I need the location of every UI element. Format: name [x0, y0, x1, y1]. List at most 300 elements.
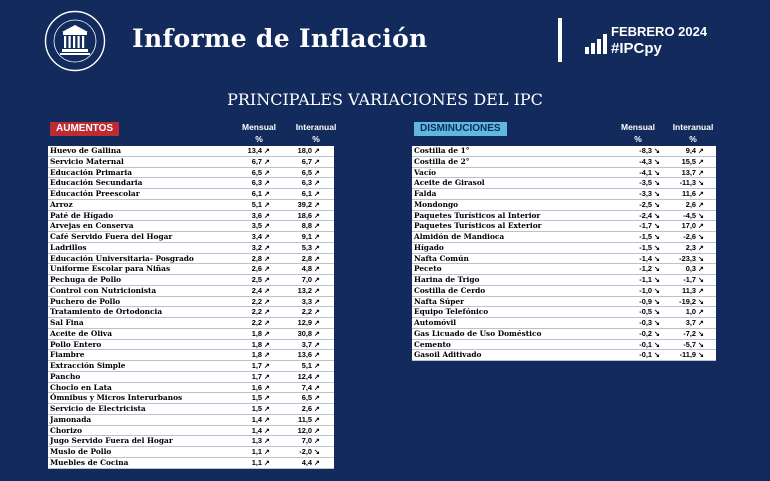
- annual-value-cell: [302, 264, 322, 275]
- annual-value: -2,6: [683, 232, 696, 241]
- arrow-up-icon: ↗: [314, 427, 320, 435]
- annual-value-cell: [682, 286, 706, 297]
- monthly-value: -4,3: [639, 156, 652, 166]
- annual-value-cell: [302, 157, 322, 168]
- arrow-down-icon: ↘: [698, 341, 704, 349]
- table-row: [48, 146, 334, 157]
- arrow-up-icon: ↗: [698, 244, 704, 252]
- arrow-up-icon: ↗: [264, 406, 270, 413]
- section-title: PRINCIPALES VARIACIONES DEL IPC: [227, 90, 543, 109]
- arrow-up-icon: ↗: [314, 148, 320, 155]
- monthly-value: 3,6: [251, 210, 262, 220]
- table-row: [48, 178, 334, 189]
- annual-value-cell: [298, 318, 322, 329]
- monthly-value-cell: [252, 372, 272, 383]
- item-name: Equipo Telefónico: [414, 307, 489, 317]
- item-name: Mondongo: [414, 199, 459, 209]
- annual-value: 15,5: [681, 156, 696, 166]
- item-name: Control con Nutricionista: [50, 285, 157, 295]
- item-name: Huevo de Gallina: [50, 146, 121, 155]
- monthly-value-cell: [639, 178, 662, 189]
- arrow-down-icon: ↘: [654, 191, 660, 198]
- item-name: Nafta Común: [414, 253, 469, 263]
- decreases-monthly-unit: %: [634, 134, 642, 144]
- annual-value: 2,2: [301, 307, 312, 317]
- arrow-down-icon: ↘: [654, 330, 660, 338]
- table-row: [412, 307, 716, 318]
- arrow-up-icon: ↗: [264, 416, 270, 424]
- annual-value: 8,8: [301, 221, 312, 231]
- annual-value: 39,2: [297, 199, 312, 209]
- arrow-up-icon: ↗: [264, 223, 270, 231]
- arrow-up-icon: ↗: [264, 234, 270, 241]
- annual-value-cell: [302, 168, 322, 179]
- annual-value-cell: [302, 436, 322, 447]
- annual-value-cell: [302, 254, 322, 265]
- annual-value-cell: [302, 361, 322, 372]
- monthly-value-cell: [639, 200, 662, 211]
- monthly-value: -1,4: [639, 253, 652, 263]
- monthly-value: 1,1: [251, 447, 262, 456]
- monthly-value-cell: [252, 264, 272, 275]
- item-name: Arvejas en Conserva: [50, 221, 134, 231]
- monthly-value-cell: [252, 275, 272, 286]
- arrow-down-icon: ↘: [314, 449, 320, 456]
- page-title: Informe de Inflación: [132, 24, 428, 53]
- table-row: [48, 286, 334, 297]
- annual-value: -7,2: [683, 328, 696, 338]
- item-name: Café Servido Fuera del Hogar: [50, 232, 173, 241]
- item-name: Hígado: [414, 242, 444, 252]
- increases-monthly-header: [235, 121, 283, 145]
- monthly-value-cell: [639, 168, 662, 179]
- item-name: Nafta Súper: [414, 296, 464, 306]
- monthly-value-cell: [639, 211, 662, 222]
- monthly-value: 6,5: [251, 167, 262, 177]
- arrow-down-icon: ↘: [654, 298, 660, 306]
- table-row: [48, 426, 334, 437]
- item-name: Educación Primaria: [50, 167, 133, 177]
- table-row: [412, 178, 716, 189]
- annual-value-cell: [686, 243, 706, 254]
- monthly-value: -0,5: [639, 307, 652, 317]
- arrow-up-icon: ↗: [314, 212, 320, 220]
- monthly-value: 6,7: [251, 156, 262, 166]
- annual-value: 1,0: [685, 307, 696, 317]
- annual-value-cell: [682, 168, 706, 179]
- item-name: Arroz: [50, 199, 73, 209]
- monthly-value-cell: [252, 221, 272, 232]
- table-row: [48, 254, 334, 265]
- annual-value-cell: [298, 211, 322, 222]
- monthly-value-cell: [639, 189, 662, 200]
- annual-value: 11,3: [682, 285, 696, 295]
- item-name: Fiambre: [50, 350, 85, 360]
- arrow-up-icon: ↗: [314, 330, 320, 338]
- arrow-up-icon: ↗: [264, 373, 270, 381]
- annual-value: 17,0: [681, 221, 696, 231]
- arrow-up-icon: ↗: [698, 148, 704, 155]
- table-row: [48, 221, 334, 232]
- annual-value: -2,0: [299, 447, 312, 456]
- table-row: [48, 436, 334, 447]
- table-row: [48, 168, 334, 179]
- item-name: Gas Licuado de Uso Doméstico: [414, 328, 542, 338]
- decreases-annual-label: Interanual: [672, 122, 714, 132]
- monthly-value: -1,5: [639, 232, 652, 241]
- item-name: Jugo Servido Fuera del Hogar: [50, 436, 173, 446]
- monthly-value: 1,5: [251, 404, 262, 413]
- annual-value-cell: [302, 297, 322, 308]
- annual-value: -1,7: [683, 275, 696, 284]
- table-row: [48, 329, 334, 340]
- monthly-value-cell: [639, 264, 662, 275]
- monthly-value: 1,3: [251, 436, 262, 446]
- monthly-value: -2,4: [639, 210, 652, 220]
- monthly-value: 1,5: [251, 393, 262, 403]
- arrow-up-icon: ↗: [314, 266, 320, 274]
- arrow-up-icon: ↗: [264, 244, 270, 252]
- annual-value-cell: [683, 340, 706, 351]
- annual-value-cell: [302, 404, 322, 415]
- table-row: [48, 372, 334, 383]
- annual-value: 11,6: [682, 189, 696, 198]
- annual-value: 5,1: [301, 361, 312, 370]
- monthly-value-cell: [252, 318, 272, 329]
- monthly-value-cell: [252, 297, 272, 308]
- monthly-value-cell: [252, 211, 272, 222]
- arrow-up-icon: ↗: [314, 384, 320, 392]
- monthly-value-cell: [639, 329, 662, 340]
- monthly-value: 6,3: [251, 178, 262, 188]
- decreases-annual-unit: %: [689, 134, 697, 144]
- arrow-up-icon: ↗: [264, 212, 270, 220]
- item-name: Chorizo: [50, 425, 83, 435]
- arrow-up-icon: ↗: [314, 158, 320, 166]
- table-row: [48, 232, 334, 243]
- arrow-up-icon: ↗: [264, 459, 270, 467]
- arrow-down-icon: ↘: [654, 234, 660, 241]
- report-month: FEBRERO 2024: [611, 24, 708, 39]
- arrow-up-icon: ↗: [698, 191, 704, 198]
- bar-chart-icon: [585, 34, 607, 54]
- table-row: [412, 318, 716, 329]
- arrow-up-icon: ↗: [264, 438, 270, 446]
- annual-value-cell: [298, 200, 322, 211]
- arrow-up-icon: ↗: [314, 363, 320, 370]
- item-name: Servicio de Electricista: [50, 404, 146, 413]
- annual-value-cell: [302, 458, 322, 469]
- annual-value-cell: [298, 426, 322, 437]
- annual-value-cell: [302, 307, 322, 318]
- arrow-down-icon: ↘: [654, 158, 660, 166]
- table-row: [412, 350, 716, 361]
- monthly-value-cell: [639, 286, 662, 297]
- annual-value: 11,5: [298, 414, 312, 424]
- annual-value: 30,8: [297, 328, 312, 338]
- monthly-value-cell: [639, 318, 662, 329]
- item-name: Peceto: [414, 264, 442, 274]
- arrow-down-icon: ↘: [654, 277, 660, 284]
- annual-value: 9,1: [301, 232, 312, 241]
- monthly-value-cell: [252, 404, 272, 415]
- arrow-up-icon: ↗: [264, 298, 270, 306]
- monthly-value-cell: [252, 426, 272, 437]
- arrow-down-icon: ↘: [654, 180, 660, 188]
- annual-value: -23,3: [679, 253, 696, 263]
- monthly-value: 6,1: [251, 189, 262, 198]
- monthly-value: 1,8: [251, 328, 262, 338]
- monthly-value: 1,8: [251, 339, 262, 349]
- bcp-seal-icon: [44, 10, 106, 72]
- item-name: Pechuga de Pollo: [50, 275, 122, 284]
- monthly-value-cell: [252, 340, 272, 351]
- item-name: Jamonada: [50, 414, 92, 424]
- table-row: [412, 329, 716, 340]
- monthly-value: 1,1: [251, 457, 262, 467]
- arrow-up-icon: ↗: [314, 180, 320, 188]
- annual-value-cell: [686, 264, 706, 275]
- monthly-value: -3,5: [639, 178, 652, 188]
- table-row: [412, 189, 716, 200]
- arrow-up-icon: ↗: [314, 201, 320, 209]
- arrow-up-icon: ↗: [314, 406, 320, 413]
- table-row: [48, 393, 334, 404]
- arrow-up-icon: ↗: [314, 191, 320, 198]
- item-name: Costilla de 2°: [414, 156, 470, 166]
- annual-value-cell: [302, 232, 322, 243]
- monthly-value-cell: [252, 383, 272, 394]
- annual-value: 0,3: [685, 264, 696, 274]
- monthly-value-cell: [252, 436, 272, 447]
- table-row: [48, 264, 334, 275]
- monthly-value: 1,6: [251, 382, 262, 392]
- item-name: Almidón de Mandioca: [414, 232, 505, 241]
- arrow-up-icon: ↗: [264, 180, 270, 188]
- arrow-down-icon: ↘: [654, 148, 660, 155]
- arrow-down-icon: ↘: [698, 352, 704, 360]
- annual-value-cell: [679, 254, 706, 265]
- annual-value-cell: [298, 286, 322, 297]
- item-name: Paté de Hígado: [50, 210, 114, 220]
- table-row: [48, 350, 334, 361]
- annual-value: 6,5: [301, 167, 312, 177]
- annual-value: 5,3: [301, 242, 312, 252]
- annual-value-cell: [302, 383, 322, 394]
- arrow-up-icon: ↗: [698, 201, 704, 209]
- arrow-up-icon: ↗: [698, 158, 704, 166]
- arrow-up-icon: ↗: [264, 266, 270, 274]
- monthly-value-cell: [639, 254, 662, 265]
- monthly-value-cell: [252, 189, 272, 200]
- table-row: [48, 211, 334, 222]
- monthly-value: 2,8: [251, 253, 262, 263]
- annual-value: 13,6: [297, 350, 312, 360]
- annual-value-cell: [302, 178, 322, 189]
- monthly-value: -1,2: [639, 264, 652, 274]
- annual-value: 18,6: [297, 210, 312, 220]
- annual-value: -19,2: [679, 296, 696, 306]
- table-row: [412, 232, 716, 243]
- increases-tag: AUMENTOS: [50, 122, 119, 136]
- item-name: Educación Universitaria- Posgrado: [50, 253, 194, 263]
- table-row: [48, 243, 334, 254]
- arrow-down-icon: ↘: [698, 234, 704, 241]
- arrow-up-icon: ↗: [314, 223, 320, 231]
- monthly-value: -0,9: [639, 296, 652, 306]
- monthly-value-cell: [252, 254, 272, 265]
- arrow-up-icon: ↗: [314, 352, 320, 360]
- monthly-value: -1,0: [639, 285, 652, 295]
- arrow-up-icon: ↗: [264, 158, 270, 166]
- header: [0, 0, 770, 72]
- item-name: Tratamiento de Ortodoncia: [50, 307, 163, 317]
- decreases-monthly-header: [614, 121, 662, 145]
- monthly-value-cell: [252, 307, 272, 318]
- annual-value: 4,8: [301, 264, 312, 274]
- arrow-down-icon: ↘: [654, 169, 660, 177]
- arrow-up-icon: ↗: [698, 266, 704, 274]
- arrow-up-icon: ↗: [314, 298, 320, 306]
- monthly-value: -0,1: [639, 350, 652, 360]
- hashtag: #IPCpy: [611, 40, 662, 57]
- item-name: Aceite de Oliva: [50, 328, 113, 338]
- arrow-up-icon: ↗: [314, 459, 320, 467]
- increases-annual-unit: %: [312, 134, 320, 144]
- monthly-value: 3,2: [251, 242, 262, 252]
- arrow-up-icon: ↗: [264, 395, 270, 403]
- table-row: [412, 286, 716, 297]
- table-row: [412, 168, 716, 179]
- arrow-down-icon: ↘: [698, 330, 704, 338]
- item-name: Extracción Simple: [50, 361, 126, 370]
- item-name: Automóvil: [414, 318, 457, 327]
- monthly-value-cell: [252, 393, 272, 404]
- annual-value-cell: [686, 307, 706, 318]
- arrow-down-icon: ↘: [698, 212, 704, 220]
- monthly-value: 3,4: [251, 232, 262, 241]
- annual-value: 2,8: [301, 253, 312, 263]
- monthly-value: 3,5: [251, 221, 262, 231]
- annual-value-cell: [683, 329, 706, 340]
- annual-value: 6,3: [301, 178, 312, 188]
- table-row: [48, 189, 334, 200]
- monthly-value: 5,1: [251, 199, 262, 209]
- monthly-value: 2,2: [251, 318, 262, 327]
- table-row: [48, 318, 334, 329]
- item-name: Costilla de 1°: [414, 146, 470, 155]
- arrow-down-icon: ↘: [654, 341, 660, 349]
- monthly-value-cell: [252, 286, 272, 297]
- monthly-value-cell: [252, 415, 272, 426]
- annual-value: 12,4: [297, 371, 312, 381]
- monthly-value: 1,7: [251, 361, 262, 370]
- arrow-up-icon: ↗: [264, 277, 270, 284]
- monthly-value: -8,3: [639, 146, 652, 155]
- annual-value: 9,4: [685, 146, 696, 155]
- monthly-value-cell: [252, 458, 272, 469]
- monthly-value-cell: [639, 297, 662, 308]
- increases-monthly-unit: %: [255, 134, 263, 144]
- arrow-down-icon: ↘: [654, 244, 660, 252]
- arrow-up-icon: ↗: [314, 416, 320, 424]
- monthly-value-cell: [252, 361, 272, 372]
- monthly-value: 1,4: [251, 425, 262, 435]
- item-name: Cemento: [414, 339, 451, 349]
- item-name: Ómnibus y Micros Interurbanos: [50, 393, 183, 403]
- annual-value-cell: [302, 393, 322, 404]
- arrow-up-icon: ↗: [264, 384, 270, 392]
- table-row: [412, 297, 716, 308]
- annual-value: 3,7: [685, 318, 696, 327]
- monthly-value-cell: [639, 307, 662, 318]
- table-row: [412, 254, 716, 265]
- annual-value-cell: [686, 146, 706, 157]
- item-name: Harina de Trigo: [414, 275, 480, 284]
- annual-value-cell: [686, 200, 706, 211]
- monthly-value-cell: [639, 157, 662, 168]
- annual-value: 7,0: [301, 275, 312, 284]
- arrow-down-icon: ↘: [654, 352, 660, 360]
- item-name: Puchero de Pollo: [50, 296, 121, 306]
- monthly-value-cell: [639, 275, 662, 286]
- annual-value: -4,5: [683, 210, 696, 220]
- arrow-down-icon: ↘: [698, 180, 704, 188]
- monthly-value-cell: [252, 232, 272, 243]
- annual-value: 6,5: [301, 393, 312, 403]
- annual-value-cell: [683, 211, 706, 222]
- annual-value-cell: [682, 157, 706, 168]
- annual-value: 12,0: [297, 425, 312, 435]
- arrow-up-icon: ↗: [264, 320, 270, 327]
- arrow-up-icon: ↗: [314, 320, 320, 327]
- annual-value-cell: [302, 340, 322, 351]
- item-name: Falda: [414, 189, 437, 198]
- item-name: Ladrillos: [50, 242, 87, 252]
- decreases-table: [412, 146, 716, 361]
- arrow-up-icon: ↗: [264, 191, 270, 198]
- item-name: Servicio Maternal: [50, 156, 124, 166]
- arrow-up-icon: ↗: [314, 277, 320, 284]
- annual-value-cell: [298, 372, 322, 383]
- item-name: Muebles de Cocina: [50, 457, 129, 467]
- arrow-down-icon: ↘: [698, 255, 704, 263]
- monthly-value-cell: [252, 157, 272, 168]
- monthly-value-cell: [252, 447, 272, 458]
- arrow-up-icon: ↗: [698, 320, 704, 327]
- table-row: [412, 275, 716, 286]
- annual-value: 12,9: [297, 318, 312, 327]
- item-name: Vacío: [414, 167, 437, 177]
- item-name: Uniforme Escolar para Niñas: [50, 264, 171, 274]
- arrow-up-icon: ↗: [314, 234, 320, 241]
- decreases-tag: DISMINUCIONES: [414, 122, 507, 136]
- item-name: Choclo en Lata: [50, 382, 112, 392]
- annual-value-cell: [298, 146, 322, 157]
- annual-value: 7,4: [301, 382, 312, 392]
- annual-value-cell: [298, 350, 322, 361]
- arrow-up-icon: ↗: [264, 352, 270, 360]
- annual-value: 3,7: [301, 339, 312, 349]
- increases-annual-header: [289, 121, 343, 145]
- monthly-value: 1,7: [251, 371, 262, 381]
- monthly-value: -1,7: [639, 221, 652, 231]
- annual-value-cell: [302, 275, 322, 286]
- monthly-value: 1,4: [251, 414, 262, 424]
- monthly-value: -3,3: [639, 189, 652, 198]
- annual-value-cell: [686, 318, 706, 329]
- arrow-up-icon: ↗: [314, 438, 320, 446]
